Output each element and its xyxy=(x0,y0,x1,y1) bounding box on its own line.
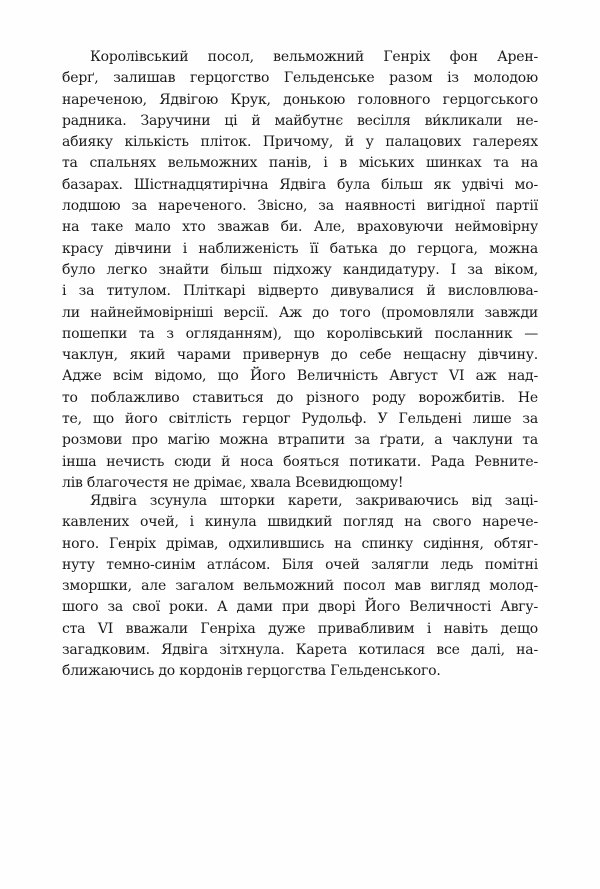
text-line: те, що його світлість герцог Рудольф. У Гельдені лише за xyxy=(62,411,538,428)
text-line: лодшою за нареченого. Звісно, за наявності вигідної партії xyxy=(62,198,538,215)
text-line: абияку кількість пліток. Причому, й у палацових галереях xyxy=(62,134,538,151)
text-line: нуту темно-синім атла́сом. Біля очей залягли ледь помітні xyxy=(62,556,538,573)
text-line: чаклун, який чарами привернув до себе нещасну дівчину. xyxy=(62,347,538,364)
text-line: красу дівчини і наближеність її батька до герцога, можна xyxy=(62,240,538,257)
text-line: шого за свої роки. А дами при дворі Його Величності Авгу- xyxy=(62,599,538,616)
text-line: Ядвіга зсунула шторки карети, закриваючись від заці- xyxy=(90,493,538,509)
text-line: базарах. Шістнадцятирічна Ядвіга була більш як удвічі мо- xyxy=(62,176,538,193)
text-line: зморшки, але загалом вельможний посол мав вигляд молод- xyxy=(62,578,538,595)
text-line: і за титулом. Пліткарі відверто дивувалися й висловлюва- xyxy=(62,283,538,300)
text-line: ближаючись до кордонів герцогства Гельденського. xyxy=(62,663,441,680)
text-line: кавлених очей, і кинула швидкий погляд на свого нарече- xyxy=(62,514,538,531)
text-line: розмови про магію можна втрапити за ґрати, а чаклуни та xyxy=(62,432,538,449)
text-line: було легко знайти більш підхожу кандидатуру. І за віком, xyxy=(62,261,538,278)
text-line: Королівський посол, вельможний Генріх фон Арен- xyxy=(90,49,538,65)
text-line: та спальнях вельможних панів, і в міських шинках та на xyxy=(62,155,538,172)
text-line: ли найнеймовірніші версії. Аж до того (промовляли завжди xyxy=(62,304,538,321)
text-line: загадковим. Ядвіга зітхнула. Карета котилася все далі, на- xyxy=(62,642,538,659)
paragraph-2 xyxy=(62,491,538,683)
text-line: берґ, залишав герцогство Гельденське разом із молодою xyxy=(62,70,538,87)
text-line: ста VI вважали Генріха дуже привабливим і навіть дещо xyxy=(62,620,538,637)
text-line: лів благочестя не дрімає, хвала Всевидющому! xyxy=(62,474,404,491)
text-line: радника. Заручини ці й майбутнє весілля ви́кликали не- xyxy=(62,112,538,129)
text-line: ного. Генріх дрімав, одхилившись на спинку сидіння, обтяг- xyxy=(62,535,538,552)
text-line: на таке мало хто зважав би. Але, враховуючи неймовірну xyxy=(62,219,538,236)
text-line: то поблажливо ставиться до різного роду ворожбитів. Не xyxy=(62,389,538,406)
text-line: інша нечисть сюди й носа бояться потикати. Рада Ревните- xyxy=(62,453,538,470)
text-line: Адже всім відомо, що Його Величність Август VI аж над- xyxy=(62,368,538,385)
paragraph-1 xyxy=(62,47,538,494)
text-line: пошепки та з огляданням), що королівський посланник — xyxy=(62,325,538,342)
text-line: нареченою, Ядвігою Крук, донькою головного герцогського xyxy=(62,91,538,108)
